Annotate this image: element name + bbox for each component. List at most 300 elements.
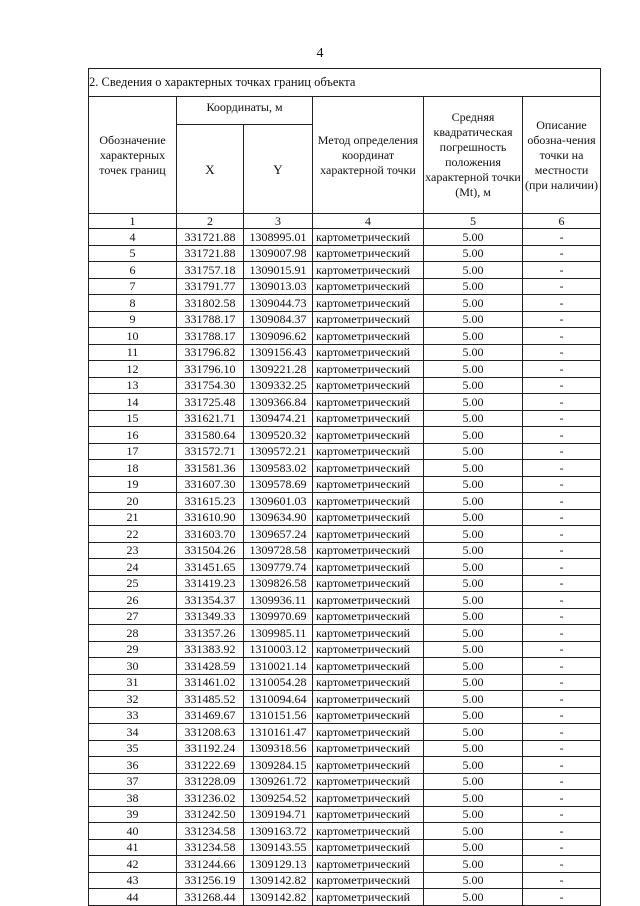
method-cell: картометрический (313, 394, 424, 411)
point-id-cell: 22 (89, 526, 177, 543)
y-coordinate-cell: 1309156.43 (244, 344, 313, 361)
table-row (89, 509, 601, 526)
y-coordinate-cell: 1310003.12 (244, 641, 313, 658)
description-cell: - (523, 608, 601, 625)
point-id-cell: 13 (89, 377, 177, 394)
accuracy-cell: 5.00 (424, 658, 523, 675)
method-cell: картометрический (313, 856, 424, 873)
accuracy-cell: 5.00 (424, 476, 523, 493)
x-coordinate-cell: 331791.77 (177, 278, 244, 295)
point-id-cell: 40 (89, 823, 177, 840)
accuracy-cell: 5.00 (424, 724, 523, 741)
x-coordinate-cell: 331268.44 (177, 889, 244, 906)
y-coordinate-cell: 1310021.14 (244, 658, 313, 675)
y-coordinate-cell: 1309318.56 (244, 740, 313, 757)
description-cell: - (523, 790, 601, 807)
y-coordinate-cell: 1309779.74 (244, 559, 313, 576)
method-cell: картометрический (313, 724, 424, 741)
description-cell: - (523, 691, 601, 708)
method-cell: картометрический (313, 344, 424, 361)
accuracy-cell: 5.00 (424, 509, 523, 526)
accuracy-cell: 5.00 (424, 460, 523, 477)
table-row (89, 839, 601, 856)
column-number: 3 (244, 214, 313, 229)
point-id-cell: 34 (89, 724, 177, 741)
accuracy-cell: 5.00 (424, 889, 523, 906)
accuracy-cell: 5.00 (424, 493, 523, 510)
point-id-cell: 16 (89, 427, 177, 444)
table-row (89, 460, 601, 477)
point-id-cell: 42 (89, 856, 177, 873)
x-coordinate-cell: 331603.70 (177, 526, 244, 543)
x-coordinate-cell: 331242.50 (177, 806, 244, 823)
description-cell: - (523, 724, 601, 741)
description-cell: - (523, 377, 601, 394)
description-cell: - (523, 229, 601, 246)
header-x: X (177, 125, 244, 214)
method-cell: картометрический (313, 740, 424, 757)
table-row (89, 311, 601, 328)
table-row (89, 691, 601, 708)
description-cell: - (523, 757, 601, 774)
point-id-cell: 23 (89, 542, 177, 559)
accuracy-cell: 5.00 (424, 526, 523, 543)
y-coordinate-cell: 1309261.72 (244, 773, 313, 790)
point-id-cell: 32 (89, 691, 177, 708)
table-row (89, 245, 601, 262)
x-coordinate-cell: 331721.88 (177, 229, 244, 246)
table-row (89, 658, 601, 675)
accuracy-cell: 5.00 (424, 872, 523, 889)
table-body (89, 229, 601, 906)
method-cell: картометрический (313, 262, 424, 279)
point-id-cell: 11 (89, 344, 177, 361)
description-cell: - (523, 460, 601, 477)
point-id-cell: 18 (89, 460, 177, 477)
x-coordinate-cell: 331461.02 (177, 674, 244, 691)
description-cell: - (523, 559, 601, 576)
method-cell: картометрический (313, 278, 424, 295)
table-row (89, 889, 601, 906)
description-cell: - (523, 889, 601, 906)
method-cell: картометрический (313, 460, 424, 477)
x-coordinate-cell: 331485.52 (177, 691, 244, 708)
x-coordinate-cell: 331222.69 (177, 757, 244, 774)
y-coordinate-cell: 1309985.11 (244, 625, 313, 642)
accuracy-cell: 5.00 (424, 823, 523, 840)
y-coordinate-cell: 1309013.03 (244, 278, 313, 295)
y-coordinate-cell: 1310054.28 (244, 674, 313, 691)
point-id-cell: 43 (89, 872, 177, 889)
description-cell: - (523, 823, 601, 840)
point-id-cell: 19 (89, 476, 177, 493)
description-cell: - (523, 361, 601, 378)
method-cell: картометрический (313, 707, 424, 724)
x-coordinate-cell: 331796.10 (177, 361, 244, 378)
table-row (89, 707, 601, 724)
accuracy-cell: 5.00 (424, 806, 523, 823)
x-coordinate-cell: 331721.88 (177, 245, 244, 262)
header-method: Метод определения координат характерной точки (313, 97, 424, 214)
method-cell: картометрический (313, 361, 424, 378)
point-id-cell: 33 (89, 707, 177, 724)
y-coordinate-cell: 1309474.21 (244, 410, 313, 427)
accuracy-cell: 5.00 (424, 245, 523, 262)
method-cell: картометрический (313, 872, 424, 889)
y-coordinate-cell: 1309142.82 (244, 872, 313, 889)
y-coordinate-cell: 1310094.64 (244, 691, 313, 708)
method-cell: картометрический (313, 757, 424, 774)
accuracy-cell: 5.00 (424, 856, 523, 873)
point-id-cell: 27 (89, 608, 177, 625)
description-cell: - (523, 674, 601, 691)
y-coordinate-cell: 1309044.73 (244, 295, 313, 312)
method-cell: картометрический (313, 674, 424, 691)
accuracy-cell: 5.00 (424, 674, 523, 691)
point-id-cell: 21 (89, 509, 177, 526)
table-row (89, 773, 601, 790)
y-coordinate-cell: 1308995.01 (244, 229, 313, 246)
y-coordinate-cell: 1309520.32 (244, 427, 313, 444)
accuracy-cell: 5.00 (424, 311, 523, 328)
accuracy-cell: 5.00 (424, 641, 523, 658)
x-coordinate-cell: 331428.59 (177, 658, 244, 675)
header-point: Обозначение характерных точек границ (89, 97, 177, 214)
method-cell: картометрический (313, 377, 424, 394)
y-coordinate-cell: 1309728.58 (244, 542, 313, 559)
x-coordinate-cell: 331504.26 (177, 542, 244, 559)
method-cell: картометрический (313, 542, 424, 559)
x-coordinate-cell: 331419.23 (177, 575, 244, 592)
point-id-cell: 38 (89, 790, 177, 807)
description-cell: - (523, 278, 601, 295)
method-cell: картометрический (313, 773, 424, 790)
x-coordinate-cell: 331469.67 (177, 707, 244, 724)
header-accuracy: Средняя квадратическая погрешность положения характерной точки (Mt), м (424, 97, 523, 214)
table-row (89, 394, 601, 411)
table-row (89, 856, 601, 873)
y-coordinate-cell: 1309096.62 (244, 328, 313, 345)
y-coordinate-cell: 1309254.52 (244, 790, 313, 807)
y-coordinate-cell: 1310151.56 (244, 707, 313, 724)
method-cell: картометрический (313, 328, 424, 345)
point-id-cell: 12 (89, 361, 177, 378)
page-number: 4 (316, 46, 324, 61)
table-row (89, 410, 601, 427)
point-id-cell: 9 (89, 311, 177, 328)
x-coordinate-cell: 331621.71 (177, 410, 244, 427)
table-row (89, 674, 601, 691)
accuracy-cell: 5.00 (424, 608, 523, 625)
description-cell: - (523, 476, 601, 493)
accuracy-cell: 5.00 (424, 592, 523, 609)
table-row (89, 443, 601, 460)
table-row (89, 625, 601, 642)
description-cell: - (523, 443, 601, 460)
description-cell: - (523, 328, 601, 345)
point-id-cell: 39 (89, 806, 177, 823)
y-coordinate-cell: 1309221.28 (244, 361, 313, 378)
description-cell: - (523, 740, 601, 757)
method-cell: картометрический (313, 443, 424, 460)
point-id-cell: 24 (89, 559, 177, 576)
accuracy-cell: 5.00 (424, 295, 523, 312)
x-coordinate-cell: 331802.58 (177, 295, 244, 312)
method-cell: картометрический (313, 608, 424, 625)
x-coordinate-cell: 331757.18 (177, 262, 244, 279)
x-coordinate-cell: 331244.66 (177, 856, 244, 873)
point-id-cell: 20 (89, 493, 177, 510)
header-y: Y (244, 125, 313, 214)
y-coordinate-cell: 1309332.25 (244, 377, 313, 394)
method-cell: картометрический (313, 592, 424, 609)
y-coordinate-cell: 1309143.55 (244, 839, 313, 856)
point-id-cell: 35 (89, 740, 177, 757)
x-coordinate-cell: 331725.48 (177, 394, 244, 411)
accuracy-cell: 5.00 (424, 559, 523, 576)
x-coordinate-cell: 331236.02 (177, 790, 244, 807)
description-cell: - (523, 410, 601, 427)
column-number: 5 (424, 214, 523, 229)
point-id-cell: 6 (89, 262, 177, 279)
description-cell: - (523, 592, 601, 609)
accuracy-cell: 5.00 (424, 361, 523, 378)
x-coordinate-cell: 331234.58 (177, 839, 244, 856)
y-coordinate-cell: 1309583.02 (244, 460, 313, 477)
point-id-cell: 7 (89, 278, 177, 295)
point-id-cell: 29 (89, 641, 177, 658)
table-row (89, 361, 601, 378)
column-number: 2 (177, 214, 244, 229)
description-cell: - (523, 872, 601, 889)
x-coordinate-cell: 331580.64 (177, 427, 244, 444)
y-coordinate-cell: 1309657.24 (244, 526, 313, 543)
y-coordinate-cell: 1309970.69 (244, 608, 313, 625)
x-coordinate-cell: 331349.33 (177, 608, 244, 625)
description-cell: - (523, 394, 601, 411)
column-number: 1 (89, 214, 177, 229)
accuracy-cell: 5.00 (424, 542, 523, 559)
table-row (89, 295, 601, 312)
method-cell: картометрический (313, 839, 424, 856)
description-cell: - (523, 542, 601, 559)
description-cell: - (523, 707, 601, 724)
point-id-cell: 10 (89, 328, 177, 345)
method-cell: картометрический (313, 559, 424, 576)
accuracy-cell: 5.00 (424, 262, 523, 279)
table-row (89, 344, 601, 361)
table-row (89, 262, 601, 279)
table-row (89, 278, 601, 295)
y-coordinate-cell: 1309578.69 (244, 476, 313, 493)
method-cell: картометрический (313, 410, 424, 427)
y-coordinate-cell: 1309601.03 (244, 493, 313, 510)
description-cell: - (523, 856, 601, 873)
x-coordinate-cell: 331796.82 (177, 344, 244, 361)
x-coordinate-cell: 331234.58 (177, 823, 244, 840)
x-coordinate-cell: 331192.24 (177, 740, 244, 757)
method-cell: картометрический (313, 509, 424, 526)
y-coordinate-cell: 1309163.72 (244, 823, 313, 840)
accuracy-cell: 5.00 (424, 443, 523, 460)
description-cell: - (523, 526, 601, 543)
x-coordinate-cell: 331383.92 (177, 641, 244, 658)
table-row (89, 493, 601, 510)
x-coordinate-cell: 331572.71 (177, 443, 244, 460)
y-coordinate-cell: 1310161.47 (244, 724, 313, 741)
x-coordinate-cell: 331208.63 (177, 724, 244, 741)
point-id-cell: 8 (89, 295, 177, 312)
method-cell: картометрический (313, 625, 424, 642)
x-coordinate-cell: 331610.90 (177, 509, 244, 526)
y-coordinate-cell: 1309007.98 (244, 245, 313, 262)
y-coordinate-cell: 1309194.71 (244, 806, 313, 823)
column-number-row (89, 214, 601, 229)
x-coordinate-cell: 331607.30 (177, 476, 244, 493)
table-row (89, 559, 601, 576)
table-row (89, 757, 601, 774)
method-cell: картометрический (313, 790, 424, 807)
description-cell: - (523, 509, 601, 526)
accuracy-cell: 5.00 (424, 278, 523, 295)
accuracy-cell: 5.00 (424, 773, 523, 790)
method-cell: картометрический (313, 658, 424, 675)
description-cell: - (523, 658, 601, 675)
method-cell: картометрический (313, 691, 424, 708)
description-cell: - (523, 773, 601, 790)
x-coordinate-cell: 331754.30 (177, 377, 244, 394)
table-row (89, 740, 601, 757)
method-cell: картометрический (313, 245, 424, 262)
point-id-cell: 28 (89, 625, 177, 642)
column-number: 6 (523, 214, 601, 229)
y-coordinate-cell: 1309572.21 (244, 443, 313, 460)
point-id-cell: 41 (89, 839, 177, 856)
table-row (89, 229, 601, 246)
point-id-cell: 37 (89, 773, 177, 790)
accuracy-cell: 5.00 (424, 229, 523, 246)
description-cell: - (523, 806, 601, 823)
method-cell: картометрический (313, 806, 424, 823)
point-id-cell: 26 (89, 592, 177, 609)
accuracy-cell: 5.00 (424, 328, 523, 345)
x-coordinate-cell: 331451.65 (177, 559, 244, 576)
point-id-cell: 36 (89, 757, 177, 774)
column-number: 4 (313, 214, 424, 229)
description-cell: - (523, 295, 601, 312)
accuracy-cell: 5.00 (424, 691, 523, 708)
x-coordinate-cell: 331615.23 (177, 493, 244, 510)
table-row (89, 328, 601, 345)
description-cell: - (523, 344, 601, 361)
description-cell: - (523, 427, 601, 444)
table-row (89, 790, 601, 807)
y-coordinate-cell: 1309826.58 (244, 575, 313, 592)
accuracy-cell: 5.00 (424, 757, 523, 774)
method-cell: картометрический (313, 229, 424, 246)
accuracy-cell: 5.00 (424, 839, 523, 856)
accuracy-cell: 5.00 (424, 625, 523, 642)
y-coordinate-cell: 1309366.84 (244, 394, 313, 411)
description-cell: - (523, 575, 601, 592)
table-row (89, 608, 601, 625)
boundary-points-table (88, 68, 601, 906)
y-coordinate-cell: 1309284.15 (244, 757, 313, 774)
point-id-cell: 25 (89, 575, 177, 592)
method-cell: картометрический (313, 823, 424, 840)
method-cell: картометрический (313, 575, 424, 592)
accuracy-cell: 5.00 (424, 410, 523, 427)
accuracy-cell: 5.00 (424, 740, 523, 757)
header-coordinates: Координаты, м (177, 97, 313, 125)
accuracy-cell: 5.00 (424, 790, 523, 807)
method-cell: картометрический (313, 427, 424, 444)
method-cell: картометрический (313, 493, 424, 510)
method-cell: картометрический (313, 295, 424, 312)
accuracy-cell: 5.00 (424, 377, 523, 394)
point-id-cell: 44 (89, 889, 177, 906)
description-cell: - (523, 311, 601, 328)
y-coordinate-cell: 1309129.13 (244, 856, 313, 873)
section-title: 2. Сведения о характерных точках границ объекта (89, 69, 601, 97)
y-coordinate-cell: 1309084.37 (244, 311, 313, 328)
description-cell: - (523, 625, 601, 642)
x-coordinate-cell: 331581.36 (177, 460, 244, 477)
point-id-cell: 4 (89, 229, 177, 246)
point-id-cell: 30 (89, 658, 177, 675)
description-cell: - (523, 493, 601, 510)
description-cell: - (523, 641, 601, 658)
point-id-cell: 14 (89, 394, 177, 411)
accuracy-cell: 5.00 (424, 394, 523, 411)
description-cell: - (523, 262, 601, 279)
x-coordinate-cell: 331228.09 (177, 773, 244, 790)
table-row (89, 806, 601, 823)
header-description: Описание обозна-чения точки на местности (при наличии) (523, 97, 601, 214)
point-id-cell: 17 (89, 443, 177, 460)
accuracy-cell: 5.00 (424, 427, 523, 444)
table-row (89, 542, 601, 559)
table-row (89, 724, 601, 741)
table-row (89, 377, 601, 394)
table-row (89, 575, 601, 592)
x-coordinate-cell: 331256.19 (177, 872, 244, 889)
table-row (89, 641, 601, 658)
y-coordinate-cell: 1309015.91 (244, 262, 313, 279)
y-coordinate-cell: 1309634.90 (244, 509, 313, 526)
point-id-cell: 15 (89, 410, 177, 427)
point-id-cell: 31 (89, 674, 177, 691)
y-coordinate-cell: 1309142.82 (244, 889, 313, 906)
method-cell: картометрический (313, 311, 424, 328)
method-cell: картометрический (313, 476, 424, 493)
table-row (89, 526, 601, 543)
point-id-cell: 5 (89, 245, 177, 262)
method-cell: картометрический (313, 641, 424, 658)
table-row (89, 476, 601, 493)
accuracy-cell: 5.00 (424, 344, 523, 361)
table-row (89, 823, 601, 840)
x-coordinate-cell: 331357.26 (177, 625, 244, 642)
table-row (89, 427, 601, 444)
x-coordinate-cell: 331354.37 (177, 592, 244, 609)
accuracy-cell: 5.00 (424, 575, 523, 592)
accuracy-cell: 5.00 (424, 707, 523, 724)
table-row (89, 872, 601, 889)
description-cell: - (523, 245, 601, 262)
x-coordinate-cell: 331788.17 (177, 311, 244, 328)
method-cell: картометрический (313, 526, 424, 543)
